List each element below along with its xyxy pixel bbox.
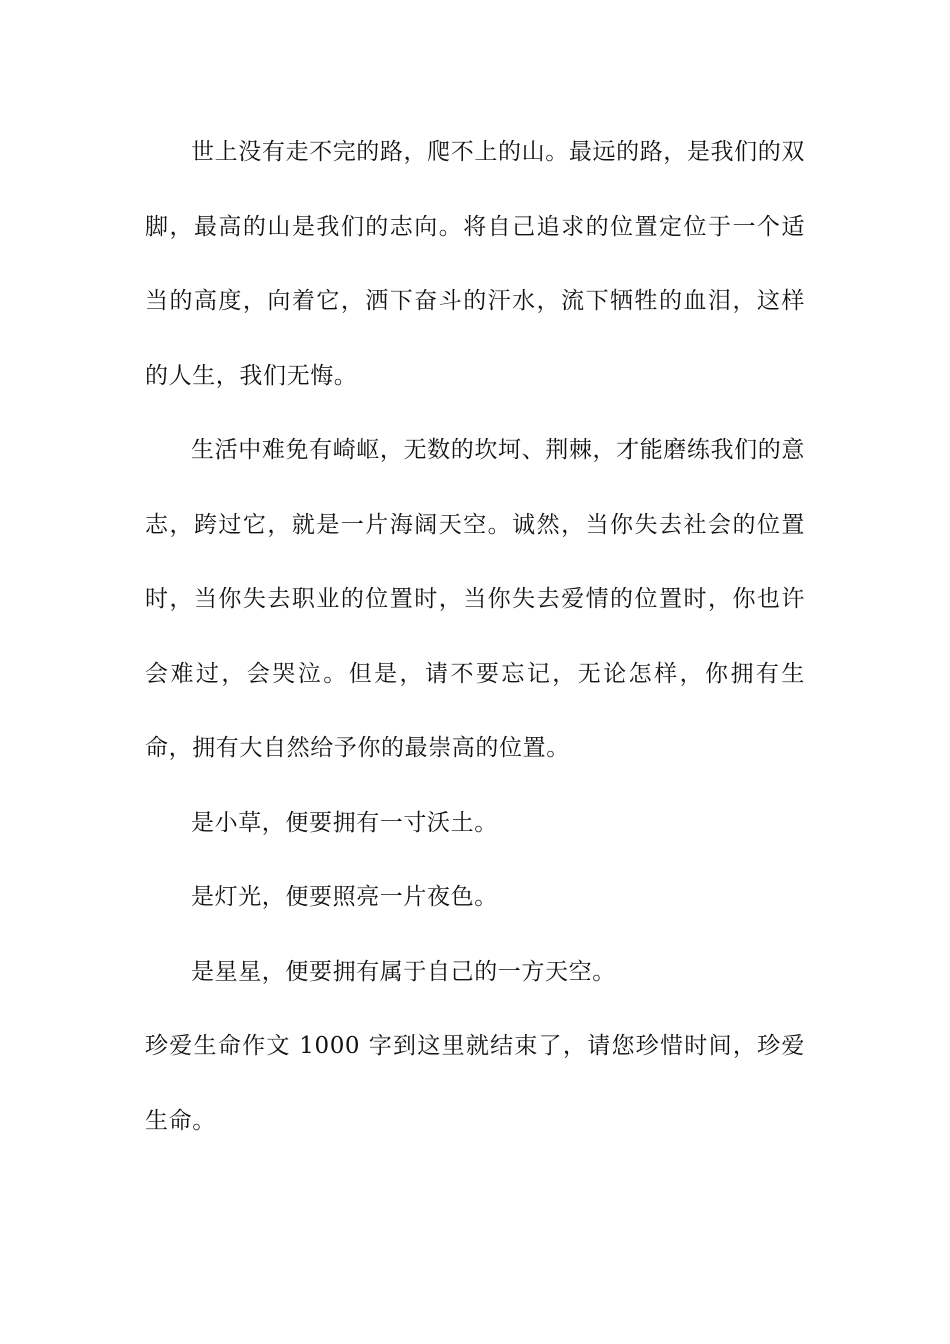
paragraph-3: 是小草，便要拥有一寸沃土。 — [191, 809, 498, 836]
paragraph-1: 世上没有走不完的路，爬不上的山。最远的路，是我们的双脚，最高的山是我们的志向。将自己追求的位置定位于一个适当的高度，向着它，洒下奋斗的汗水，流下牺牲的血泪，这样的人生，我们无悔。 — [145, 139, 805, 389]
closing-paragraph: 珍爱生命作文 1000 字到这里就结束了，请您珍惜时间，珍爱生命。 — [145, 1033, 805, 1134]
paragraph-5: 是星星，便要拥有属于自己的一方天空。 — [191, 958, 616, 985]
paragraph-2: 生活中难免有崎岖，无数的坎坷、荆棘，才能磨练我们的意志，跨过它，就是一片海阔天空。诚然，当你失去社会的位置时，当你失去职业的位置时，当你失去爱情的位置时，你也许会难过，会哭泣。但是，请不要忘记，无论怎样，你拥有生命，拥有大自然给予你的最崇高的位置。 — [145, 437, 805, 761]
paragraph-4: 是灯光，便要照亮一片夜色。 — [191, 884, 498, 910]
document-body — [145, 115, 805, 1158]
